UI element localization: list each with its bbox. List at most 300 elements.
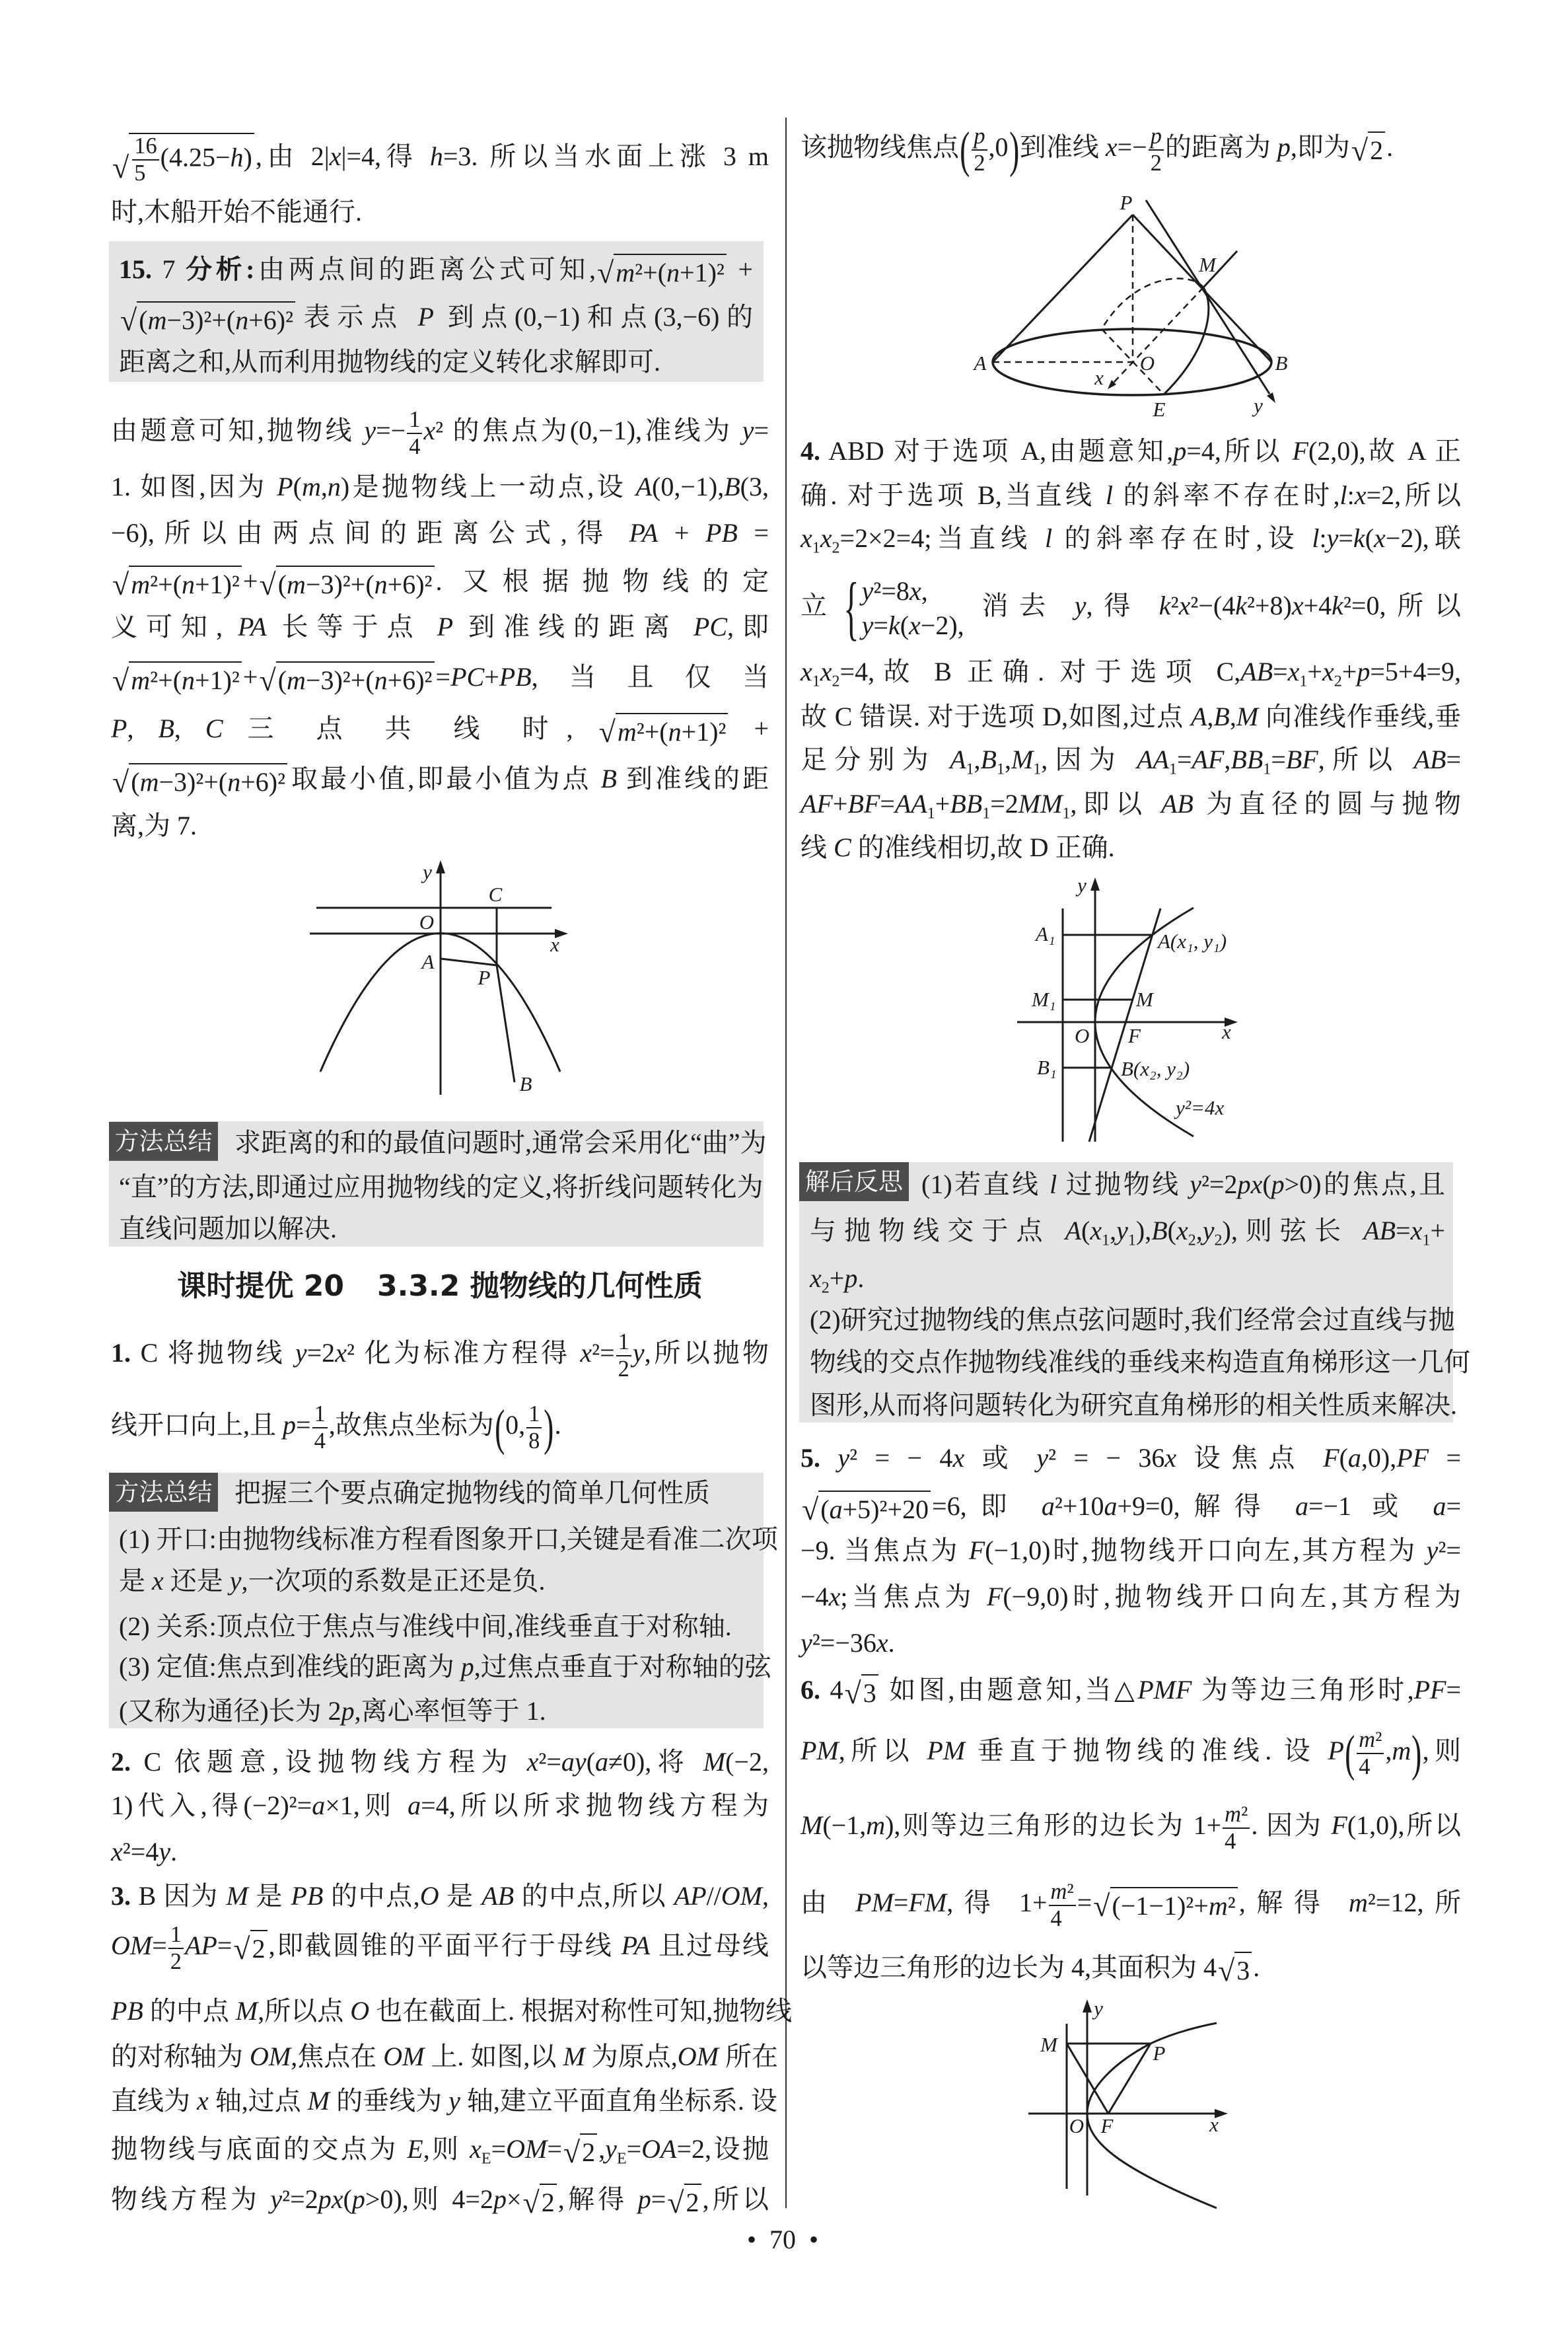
text-run: 直线为 [111,2086,197,2116]
math-variable: x [152,1566,164,1596]
math-variable: a [312,1790,326,1820]
label-y: y [423,860,432,883]
text-line [801,1482,1461,1531]
text-run: + [658,518,705,548]
math-variable: BF [847,789,880,819]
text-run: ( [586,1747,596,1777]
text-line [801,735,1461,784]
fraction [168,1923,184,1974]
text-run: ²+( [635,257,667,287]
text-run: 到准线的距 [616,764,769,793]
axis-om-dashed [1114,287,1203,383]
math-variable: m [287,665,306,695]
text-run: ,则 [1422,1736,1462,1765]
text-run: 的中点 [143,1996,236,2026]
math-variable: OM [383,2042,425,2071]
math-variable: k [1332,591,1343,620]
text-run: −6),所以由两点间的距离公式,得 [111,518,629,548]
subscript: 1 [966,760,974,778]
radical-sign [112,663,129,698]
math-variable: m [131,569,151,599]
fraction-denominator [312,1427,328,1454]
fraction [132,134,159,186]
math-variable: A [1190,702,1207,731]
math-variable: l [1044,523,1053,553]
text-run: (3) 定值:焦点到准线的距离为 [119,1652,461,1681]
text-run: 由题意可知,抛物线 [111,416,365,445]
method-summary-tag: 方法总结 [109,1122,218,1161]
text-run: 1 [314,1401,326,1426]
text-run: 还是 [163,1566,230,1596]
math-variable: AP [674,1881,707,1911]
text-run: 1)代入,得(−2)²= [111,1790,312,1820]
text-line [801,563,1461,649]
text-run: = [1077,1888,1092,1917]
text-line [801,427,1461,476]
text-line [111,557,769,606]
math-variable: l [1312,523,1320,553]
text-run: + [1307,657,1322,686]
math-variable: PF [1413,1675,1446,1705]
square-root [599,713,729,750]
math-variable: x [810,1263,822,1293]
text-run: ABD 对于选项 A,由题意知, [820,436,1174,466]
text-run: ),则弦长 [1222,1216,1364,1245]
parabola-back-dashed [1102,279,1203,329]
fraction-denominator [526,1427,542,1454]
radicand [818,1491,931,1528]
text-run: +6)² [387,665,433,695]
text-line [111,653,769,702]
math-variable: m [131,665,151,695]
text-run: (4.25− [160,142,231,172]
text-run: ( [1081,1216,1090,1245]
fraction [616,1330,631,1382]
text-run: ,得 [1086,591,1159,620]
text-run: ,故焦点坐标为 [328,1410,494,1440]
text-run: +4 [1303,591,1332,620]
math-variable: p [493,2184,507,2214]
text-line [111,2125,769,2174]
math-variable: x [876,1628,888,1658]
text-run: = [547,2134,562,2164]
math-variable: h [230,142,244,172]
math-variable: AB [1160,789,1194,819]
fraction [1357,1728,1384,1779]
subscript: 2 [821,1279,830,1297]
math-variable: a [408,1790,421,1820]
fraction-numerator [1049,1880,1076,1905]
math-variable: x [1176,1216,1188,1245]
text-run: =5+4=9, [1370,657,1461,686]
text-run: ( [277,569,287,599]
math-variable: F [1331,1810,1347,1840]
large-parenthesis: ( [494,1399,505,1456]
math-variable: B [1151,1216,1168,1245]
text-run: , [1207,702,1214,731]
subscript: 1 [812,539,820,557]
equation-rows [862,574,964,643]
text-line [801,1666,1461,1715]
text-run: ,所以 [702,2184,769,2214]
math-variable: h [429,141,443,171]
subscript: 1 [1422,1232,1431,1249]
text-run: + [242,662,258,692]
figure-focal-chord [1004,866,1308,1169]
text-run: +1)² [681,716,727,747]
text-run: ,所以 [1318,745,1414,774]
math-variable: x [111,1837,123,1866]
math-variable: k [1235,591,1247,620]
text-line [111,1389,769,1461]
math-variable: x [1090,1216,1102,1245]
text-run: =4,所以 [1186,436,1293,466]
math-variable: O [350,1996,370,2026]
math-variable: F [986,1582,1003,1611]
fraction [1149,124,1164,176]
text-line [111,1909,769,1982]
text-run: = [217,1931,232,1960]
math-variable: PB [705,518,738,548]
text-run: 2 [170,1948,182,1974]
text-run: ( [900,610,909,640]
text-run: =2×2=4;当直线 [839,523,1045,553]
radicand [137,301,295,338]
math-variable: a [1433,1491,1446,1521]
text-run: = [754,416,769,445]
text-run: −2),联 [1385,523,1461,553]
label-c: C [488,883,503,906]
math-variable: y [1190,1169,1201,1199]
math-variable: C [205,714,223,743]
text-run: ² 的焦点为(0,−1),准线为 [435,416,742,445]
text-line [810,1381,1457,1430]
math-variable: n [668,716,682,747]
math-variable: a [1104,1491,1118,1521]
text-run: 2 [582,2137,596,2167]
math-variable: p [1357,657,1371,686]
text-run: 0, [505,1410,526,1440]
text-run: 2 [1370,135,1384,165]
text-run: ² [1375,1726,1382,1752]
text-run: , [1195,1216,1203,1245]
radicand [1234,1952,1252,1989]
text-run: 到准线 [1019,132,1106,162]
label-p: P [1120,191,1133,214]
text-run: ( [131,766,140,797]
radicand [276,661,435,698]
text-run: ) [243,142,252,172]
text-run: C 将抛物线 [131,1338,295,1368]
text-run: 直线问题加以解决. [119,1214,337,1243]
math-variable: n [182,569,196,599]
math-variable: y [270,2184,283,2214]
text-run: +1)² [195,665,240,695]
label-o: O [1075,1024,1090,1047]
text-run: ,当且仅当 [531,662,769,692]
fraction-denominator [1357,1753,1384,1779]
math-variable: x [1287,657,1300,686]
text-run: = [1429,1443,1462,1473]
subscript: 2 [1188,1232,1196,1249]
text-run: ² [1241,1801,1248,1827]
text-run: 是 [248,1881,291,1911]
text-line [111,704,769,753]
square-root [845,1674,878,1711]
math-variable: PA [629,518,659,548]
text-run: C 依题意,设抛物线方程为 [131,1747,527,1777]
text-run: = [626,2134,642,2164]
text-run: 足分别为 [801,745,950,774]
math-variable: a [595,1747,609,1777]
text-run: ²=−36 [812,1628,876,1658]
radicand [129,763,287,800]
math-variable: m [1359,1726,1376,1752]
radicand [129,133,254,186]
text-run: ,焦点在 [291,2042,384,2071]
text-run: ,则 [423,2134,470,2164]
text-line [801,692,1461,741]
subscript: E [481,2150,491,2168]
figure-equilateral-triangle [1017,1989,1295,2227]
text-run: + [727,254,754,284]
text-run: . [857,1263,865,1293]
subscript: 1 [1033,760,1042,778]
label-o: O [1069,2114,1085,2137]
text-run: : [1319,523,1327,553]
text-run: 3 [1236,1955,1250,1985]
label-x: x [1094,366,1104,389]
radicand [250,1930,267,1967]
text-run: 上. 如图,以 [424,2042,563,2071]
math-variable: M [801,1810,823,1840]
math-variable: BB [1230,745,1264,774]
text-run: =2 [990,789,1018,819]
radical-sign [523,2186,540,2221]
math-variable: m [287,569,306,599]
math-variable: n [227,766,241,797]
math-variable: n [374,569,388,599]
label-m1: M₁ [1032,988,1056,1011]
math-variable: M [563,2042,585,2071]
square-root [523,2184,557,2221]
text-line [111,2077,777,2125]
radical-sign [563,2135,580,2170]
text-run: . [1253,1952,1260,1982]
subscript: 1 [1102,1232,1110,1249]
text-line [801,1434,1461,1483]
radical-sign [112,568,129,603]
math-variable: x [828,1582,841,1611]
label-o: O [419,910,435,934]
math-variable: y [742,416,754,445]
math-variable: y [837,1443,850,1473]
text-line [801,1715,1461,1787]
math-variable: PB [111,1996,143,2026]
text-run: ,得 1+ [946,1888,1048,1917]
math-variable: y [1036,1443,1049,1473]
text-run: ²=2 [1201,1169,1238,1199]
lesson-number: 课时提优 20 [177,1269,344,1303]
text-run: +1)² [680,257,725,287]
text-run: 把握三个要点确定抛物线的简单几何性质 [234,1478,710,1508]
segment-pf [1108,2044,1151,2114]
section-title: 3.3.2 抛物线的几何性质 [376,1269,703,1303]
math-variable: p [341,1696,355,1726]
text-run: ,由 2| [255,141,330,171]
text-line [921,1160,1445,1209]
text-run: = [1396,1216,1411,1245]
label-a: A [974,351,987,375]
radical-sign [112,151,129,186]
math-variable: AF [1192,745,1225,774]
text-run: 3 [863,1678,876,1708]
math-variable: PC [450,662,485,692]
text-run: 1. 如图,因为 [111,472,277,501]
text-run: 义可知, [111,612,238,642]
text-run: =6,即 [932,1491,1042,1521]
text-run: 线开口向上,且 [111,1410,283,1440]
text-run: = [873,610,888,640]
math-variable: l [1339,480,1347,510]
subscript: 2 [1214,1232,1223,1249]
text-run: 的斜率不存在时, [1113,480,1340,510]
text-run: = [152,1931,167,1960]
text-run: 表示点 [297,302,418,332]
label-b: B [1275,351,1288,375]
text-line [111,755,769,803]
text-run: , [762,1881,769,1911]
math-variable: n [182,665,196,695]
math-variable: p [1277,132,1291,162]
text-run: B 因为 [131,1881,227,1911]
text-run: , [974,745,981,774]
text-run: 1 [409,406,421,432]
text-line [111,1987,793,2036]
math-variable: m [1208,1890,1228,1921]
text-run: + [484,662,499,692]
math-variable: B [600,764,617,793]
fraction-numerator [407,408,422,433]
radicand [540,2184,557,2221]
math-variable: MM [1018,789,1063,819]
text-line [801,1572,1461,1621]
math-variable: A [635,472,653,501]
reflection-tag: 解后反思 [799,1162,909,1201]
label-p: P [1153,2042,1166,2065]
text-run: ,解得 [1238,1888,1349,1917]
text-run: +6)² [248,305,294,335]
text-run: 的中点,所以 [514,1881,674,1911]
subscript: 1 [1299,673,1308,690]
radical-sign [597,256,614,291]
math-variable: px [318,2184,343,2214]
math-variable: m [301,472,321,501]
fraction [1049,1880,1076,1931]
text-line [111,1317,769,1389]
text-run: 的斜率存在时,设 [1052,523,1312,553]
text-run: 的准线相切,故 D 正确. [851,832,1115,862]
math-variable: m [1225,1801,1242,1827]
math-variable: AB [1413,745,1446,774]
math-variable: OM [721,1881,763,1911]
text-run: 向准线作垂线,垂 [1258,702,1461,731]
text-run: ,所以点 [258,1996,351,2026]
math-variable: y [632,1338,645,1368]
math-variable: AA [1137,745,1169,774]
radicand [861,1674,878,1711]
radical-sign [259,568,275,603]
text-run: = [1446,1491,1461,1521]
text-run: , [598,2134,606,2164]
math-variable: F [968,1535,985,1565]
radicand [129,661,242,698]
figure-parabola-distance [291,852,608,1117]
text-line [801,471,1461,520]
math-variable: O [419,1881,439,1911]
text-run: ( [1365,523,1374,553]
text-run: = [1446,745,1462,774]
math-variable: AB [1363,1216,1396,1245]
bold-run: 1. [111,1338,131,1368]
label-p: P [478,966,491,989]
text-run: + [242,566,258,596]
y-axis-arrowhead-icon [1083,1999,1092,2012]
fraction-numerator [168,1923,184,1948]
label-m: M [1040,2033,1057,2056]
math-variable: k [1353,523,1365,553]
radical-sign [1093,1889,1110,1924]
y-axis-arrowhead-icon [1267,392,1275,403]
text-run: =2,设抛 [676,2134,769,2164]
math-variable: P [437,612,454,642]
bold-run: 分析: [186,254,255,284]
method-summary-tag: 方法总结 [109,1473,218,1512]
text-run: . [554,1410,561,1440]
subscript: 1 [1127,1232,1136,1249]
text-run: ( [139,305,148,335]
square-root [259,566,434,603]
math-variable: PM [801,1736,839,1765]
text-line [111,120,769,193]
math-variable: x [423,416,436,445]
text-run: ² = − 4 [849,1443,953,1473]
fraction-denominator [1223,1827,1250,1854]
text-run: ² [1067,1878,1074,1904]
square-root [597,254,727,291]
math-variable: x [197,2086,209,2116]
math-variable: B [980,745,997,774]
math-variable: OM [506,2134,548,2164]
math-variable: x [335,1338,347,1368]
text-run: ,即截圆锥的平面平行于母线 [268,1931,622,1960]
math-variable: n [235,305,249,335]
text-run: 过抛物线 [1057,1169,1190,1199]
figure-cone-section [964,192,1295,420]
math-variable: F [1323,1443,1339,1473]
math-variable: x [820,657,832,686]
equation-row [862,609,964,643]
label-b: B [519,1072,532,1095]
math-variable: x [526,1747,539,1777]
fraction-numerator [972,124,987,149]
text-run: = [651,2184,666,2214]
text-run: 的距离为 [1164,132,1277,162]
text-line [801,1866,1461,1939]
text-run: +6)² [240,766,286,797]
math-variable: y [295,1338,307,1368]
text-run: >0)的焦点,且 [1284,1169,1446,1199]
